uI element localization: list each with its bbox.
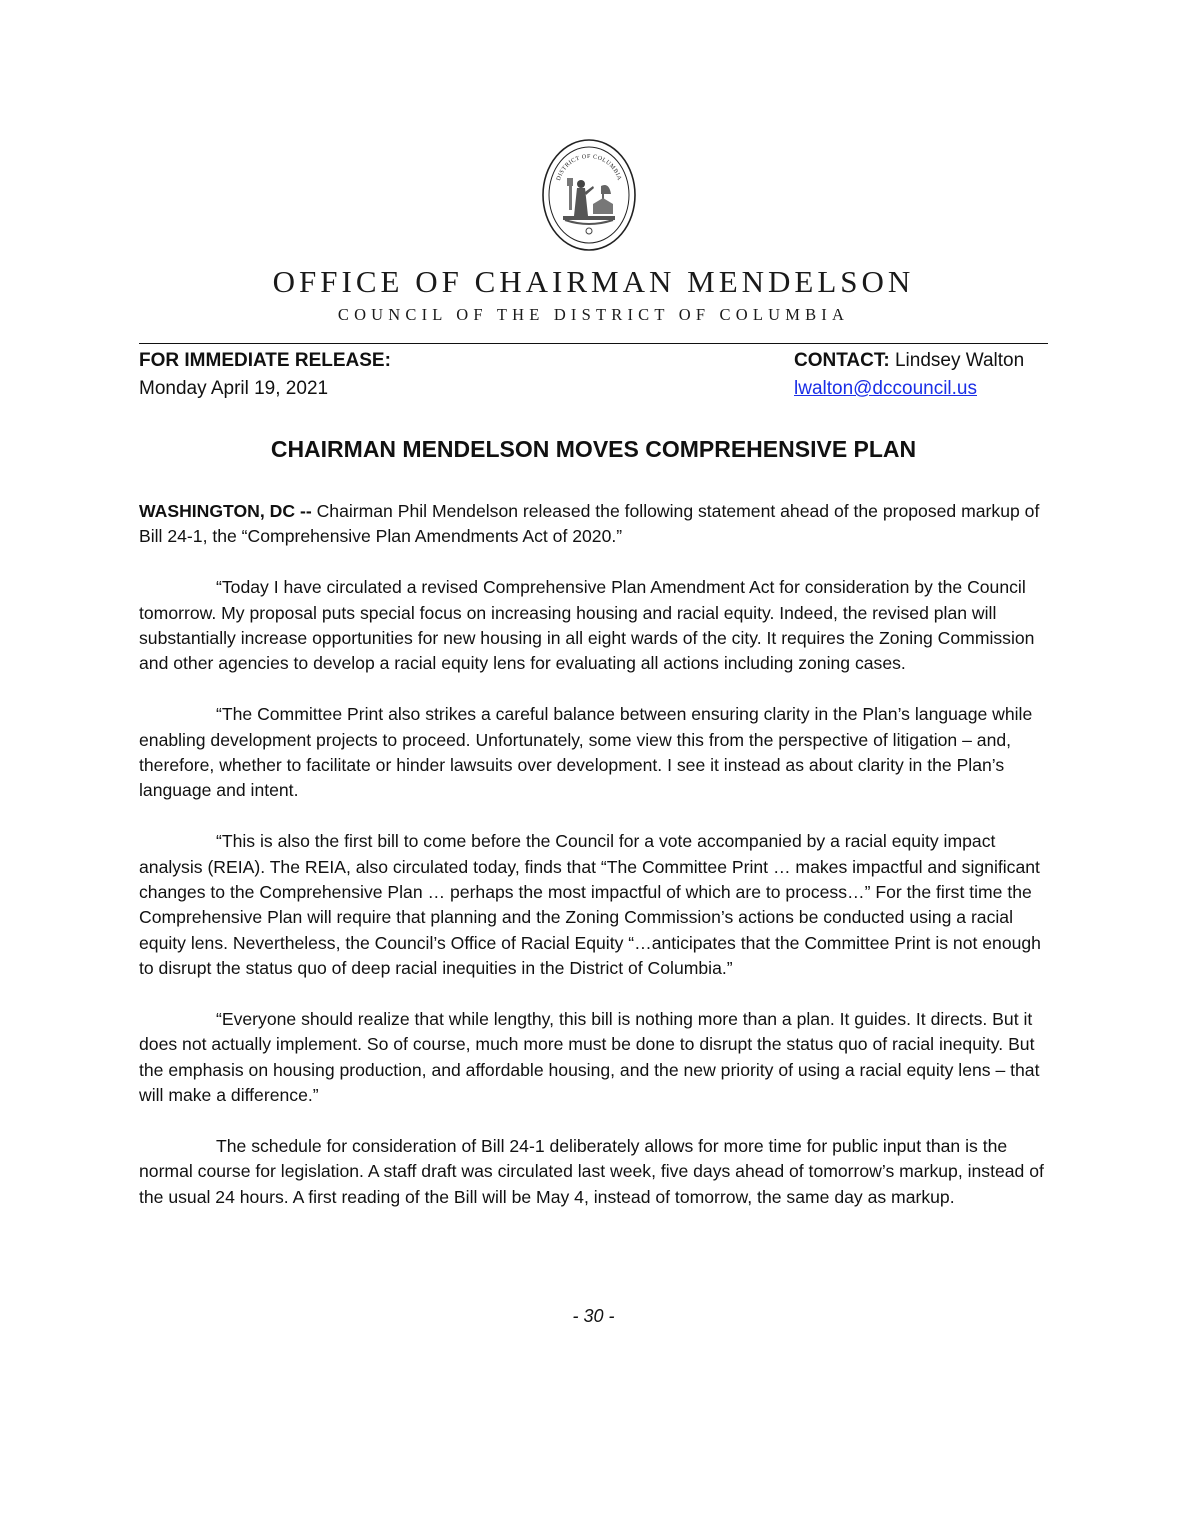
contact-label: CONTACT:: [794, 350, 890, 371]
dateline: WASHINGTON, DC --: [139, 501, 312, 521]
office-title: OFFICE OF CHAIRMAN MENDELSON: [272, 264, 915, 299]
intro-paragraph: [139, 499, 1051, 550]
office-subtitle: COUNCIL OF THE DISTRICT OF COLUMBIA: [337, 305, 850, 324]
body-paragraph-4: “Everyone should realize that while lengthy, this bill is nothing more than a plan. It guides. It directs. But it does not actually implement. So of course, much more must be done to disrupt the status quo of racial inequity. But the emphasis on housing production, and affordable housing, and the new priority of using a racial equity lens – that will make a difference.”: [139, 1009, 1040, 1106]
press-release-body: [139, 499, 1051, 1236]
contact-email-link[interactable]: lwalton@dccouncil.us: [794, 378, 977, 399]
body-paragraph-2: “The Committee Print also strikes a careful balance between ensuring clarity in the Plan’s language while enabling development projects to proceed. Unfortunately, some view this from the perspective of litigation – and, therefore, whether to facilitate or hinder lawsuits over development. I see it instead as about clarity in the Plan’s language and intent.: [139, 704, 1033, 801]
contact-line: [794, 350, 1024, 372]
release-date: Monday April 19, 2021: [139, 378, 329, 399]
contact-name: Lindsey Walton: [889, 350, 1025, 371]
intro-text: Chairman Phil Mendelson released the following statement ahead of the proposed markup of Bill 24-1, the “Comprehensive Plan Amendments Act of 2020.”: [139, 501, 1040, 547]
page-number: - 30 -: [572, 1306, 615, 1326]
body-paragraph-5: The schedule for consideration of Bill 24-1 deliberately allows for more time for public input than is the normal course for legislation. A staff draft was circulated last week, five days ahead of tomorrow’s markup, instead of the usual 24 hours. A first reading of the Bill will be May 4, instead of tomorrow, the same day as markup.: [139, 1136, 1044, 1207]
body-paragraph-3: “This is also the first bill to come before the Council for a vote accompanied by a racial equity impact analysis (REIA). The REIA, also circulated today, finds that “The Committee Print … makes impactful and significant changes to the Comprehensive Plan … perhaps the most impactful of which are to process…” For the first time the Comprehensive Plan will require that planning and the Zoning Commission’s actions be conducted using a racial equity lens. Nevertheless, the Council’s Office of Racial Equity “…anticipates that the Committee Print is not enough to disrupt the status quo of deep racial inequities in the District of Columbia.”: [139, 831, 1041, 979]
header-divider: [139, 343, 1048, 344]
seal-icon: [541, 138, 637, 252]
release-label: FOR IMMEDIATE RELEASE:: [139, 350, 391, 371]
body-paragraph-1: “Today I have circulated a revised Comprehensive Plan Amendment Act for consideration by the Council tomorrow. My proposal puts special focus on increasing housing and racial equity. Indeed, the revised plan will substantially increase opportunities for new housing in all eight wards of the city. It requires the Zoning Commission and other agencies to develop a racial equity lens for evaluating all actions including zoning cases.: [139, 577, 1035, 674]
headline: CHAIRMAN MENDELSON MOVES COMPREHENSIVE PLAN: [270, 436, 917, 462]
svg-text:DISTRICT OF COLUMBIA: DISTRICT OF COLUMBIA: [555, 153, 623, 182]
